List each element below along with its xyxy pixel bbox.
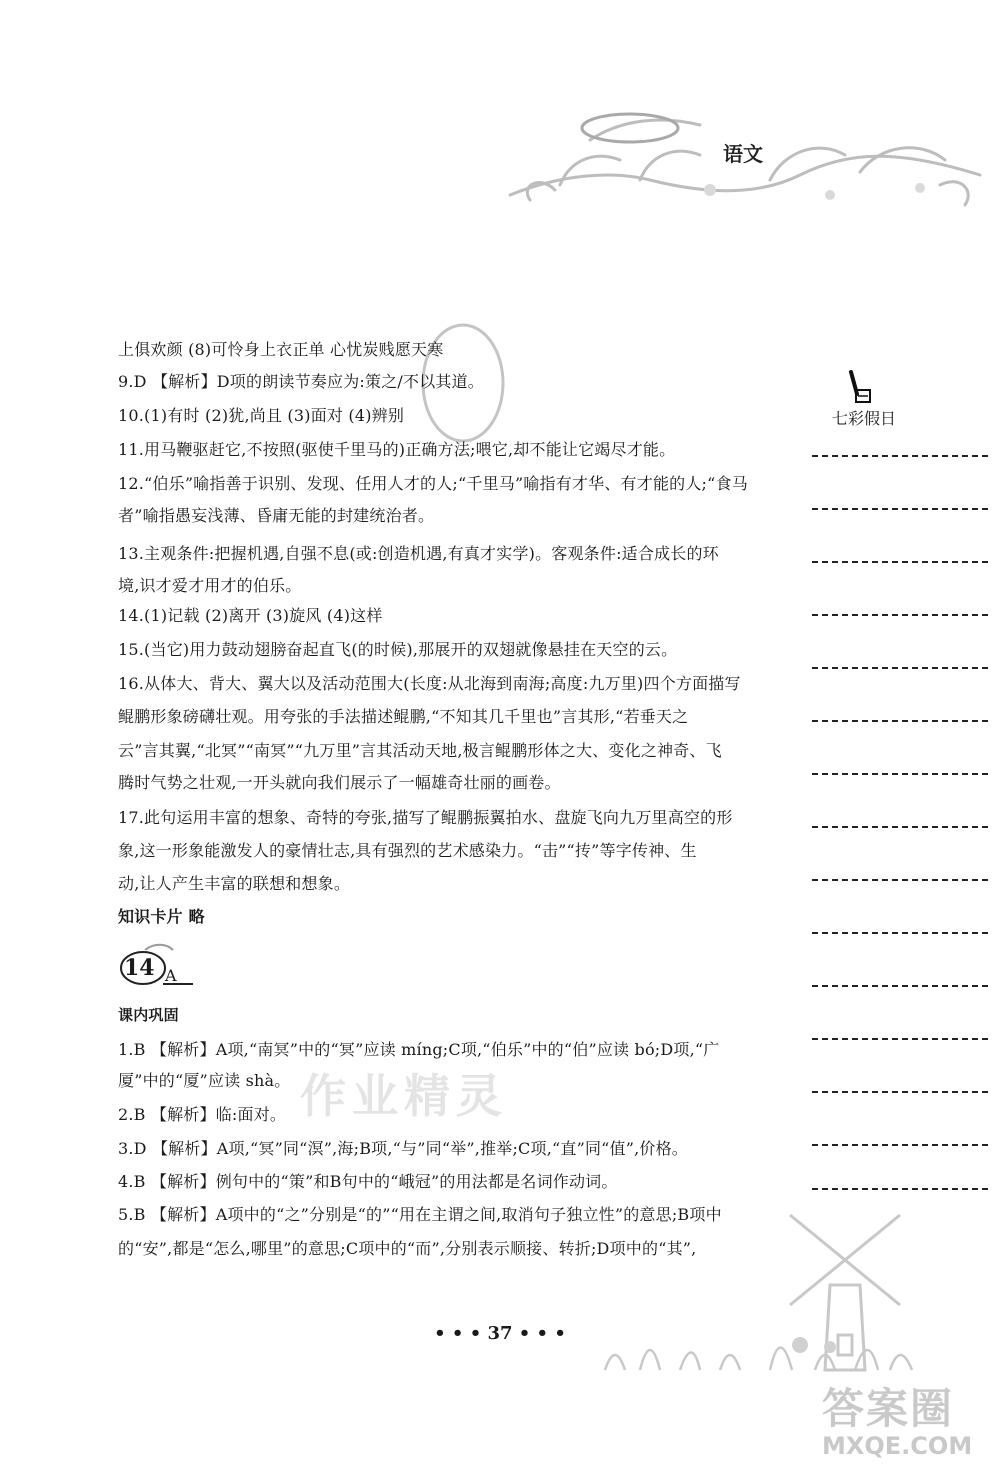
sidebar-note-line [812,773,988,775]
answer-line: 的“安”,都是“怎么,哪里”的意思;C项中的“而”,分别表示顺接、转折;D项中的“其”, [118,1239,697,1258]
sidebar-note-line [812,826,988,828]
sidebar-note-line [812,614,988,616]
corner-logo-watermark: 答案圈 [822,1384,955,1433]
sidebar-note-line [812,1144,988,1146]
answer-line: 境,识才爱才用才的伯乐。 [118,576,302,595]
corner-url-watermark: MXQE.COM [822,1432,973,1460]
answer-line: 4.B 【解析】例句中的“策”和B句中的“峨冠”的用法都是名词作动词。 [118,1172,618,1191]
answer-line: 10.(1)有时 (2)犹,尚且 (3)面对 (4)辨别 [118,406,405,425]
answer-line: 16.从体大、背大、翼大以及活动范围大(长度:从北海到南海;高度:九万里)四个方面描写 [118,674,741,693]
answer-line: 动,让人产生丰富的联想和想象。 [118,874,351,893]
answer-line: 者”喻指愚妄浅薄、昏庸无能的封建统治者。 [118,506,435,525]
sidebar-note-line [812,455,988,457]
page-number: • • • 37 • • • [434,1323,566,1344]
answer-line: 上俱欢颜 (8)可怜身上衣正单 心忧炭贱愿天寒 [118,340,444,359]
sidebar-note-line [812,1038,988,1040]
answer-line: 9.D 【解析】D项的朗读节奏应为:策之/不以其道。 [118,372,484,391]
sidebar-note-line [812,1188,988,1190]
answer-line: 5.B 【解析】A项中的“之”分别是“的”“用在主谓之间,取消句子独立性”的意思;B项中 [118,1205,722,1224]
center-watermark: 作业精灵 [300,1069,508,1123]
answer-line: 云”言其翼,“北冥”“南冥”“九万里”言其活动天地,极言鲲鹏形体之大、变化之神奇、飞 [118,741,722,760]
subject-label: 语文 [723,142,763,166]
knowledge-card-line: 知识卡片 略 [118,907,205,926]
answer-line: 象,这一形象能激发人的豪情壮志,具有强烈的艺术感染力。“击”“抟”等字传神、生 [118,841,697,860]
section-heading: 课内巩固 [118,1006,179,1024]
answer-line: 13.主观条件:把握机遇,自强不息(或:创造机遇,有真才实学)。客观条件:适合成长的环 [118,544,719,563]
answer-line: 17.此句运用丰富的想象、奇特的夸张,描写了鲲鹏振翼拍水、盘旋飞向九万里高空的形 [118,808,733,827]
answer-line: 3.D 【解析】A项,“冥”同“溟”,海;B项,“与”同“举”,推举;C项,“直”同“值”,价格。 [118,1139,688,1158]
answer-line: 腾时气势之壮观,一开头就向我们展示了一幅雄奇壮丽的画卷。 [118,773,561,792]
sidebar-note-line [812,985,988,987]
answer-line: 14.(1)记载 (2)离开 (3)旋风 (4)这样 [118,606,383,625]
answer-line: 12.“伯乐”喻指善于识别、发现、任用人才的人;“千里马”喻指有才华、有才能的人;“食马 [118,474,748,493]
sidebar-note-line [812,561,988,563]
answer-line: 厦”中的“厦”应读 shà。 [118,1071,291,1090]
sidebar-note-line [812,932,988,934]
pen-icon [845,370,875,406]
section-letter: A [165,966,177,985]
sidebar-note-line [812,667,988,669]
section-number: 14 [124,955,155,981]
answer-line: 2.B 【解析】临:面对。 [118,1105,287,1124]
sidebar-note-line [812,508,988,510]
sidebar-title: 七彩假日 [832,409,897,428]
answer-line: 11.用马鞭驱赶它,不按照(驱使千里马的)正确方法;喂它,却不能让它竭尽才能。 [118,440,676,459]
sidebar-note-line [812,879,988,881]
answer-line: 1.B 【解析】A项,“南冥”中的“冥”应读 míng;C项,“伯乐”中的“伯”应读 bó;D项,“广 [118,1040,720,1059]
answer-line: 鲲鹏形象磅礴壮观。用夸张的手法描述鲲鹏,“不知其几千里也”言其形,“若垂天之 [118,707,689,726]
answer-line: 15.(当它)用力鼓动翅膀奋起直飞(的时候),那展开的双翅就像悬挂在天空的云。 [118,640,678,659]
sidebar-note-line [812,1091,988,1093]
sidebar-note-line [812,720,988,722]
